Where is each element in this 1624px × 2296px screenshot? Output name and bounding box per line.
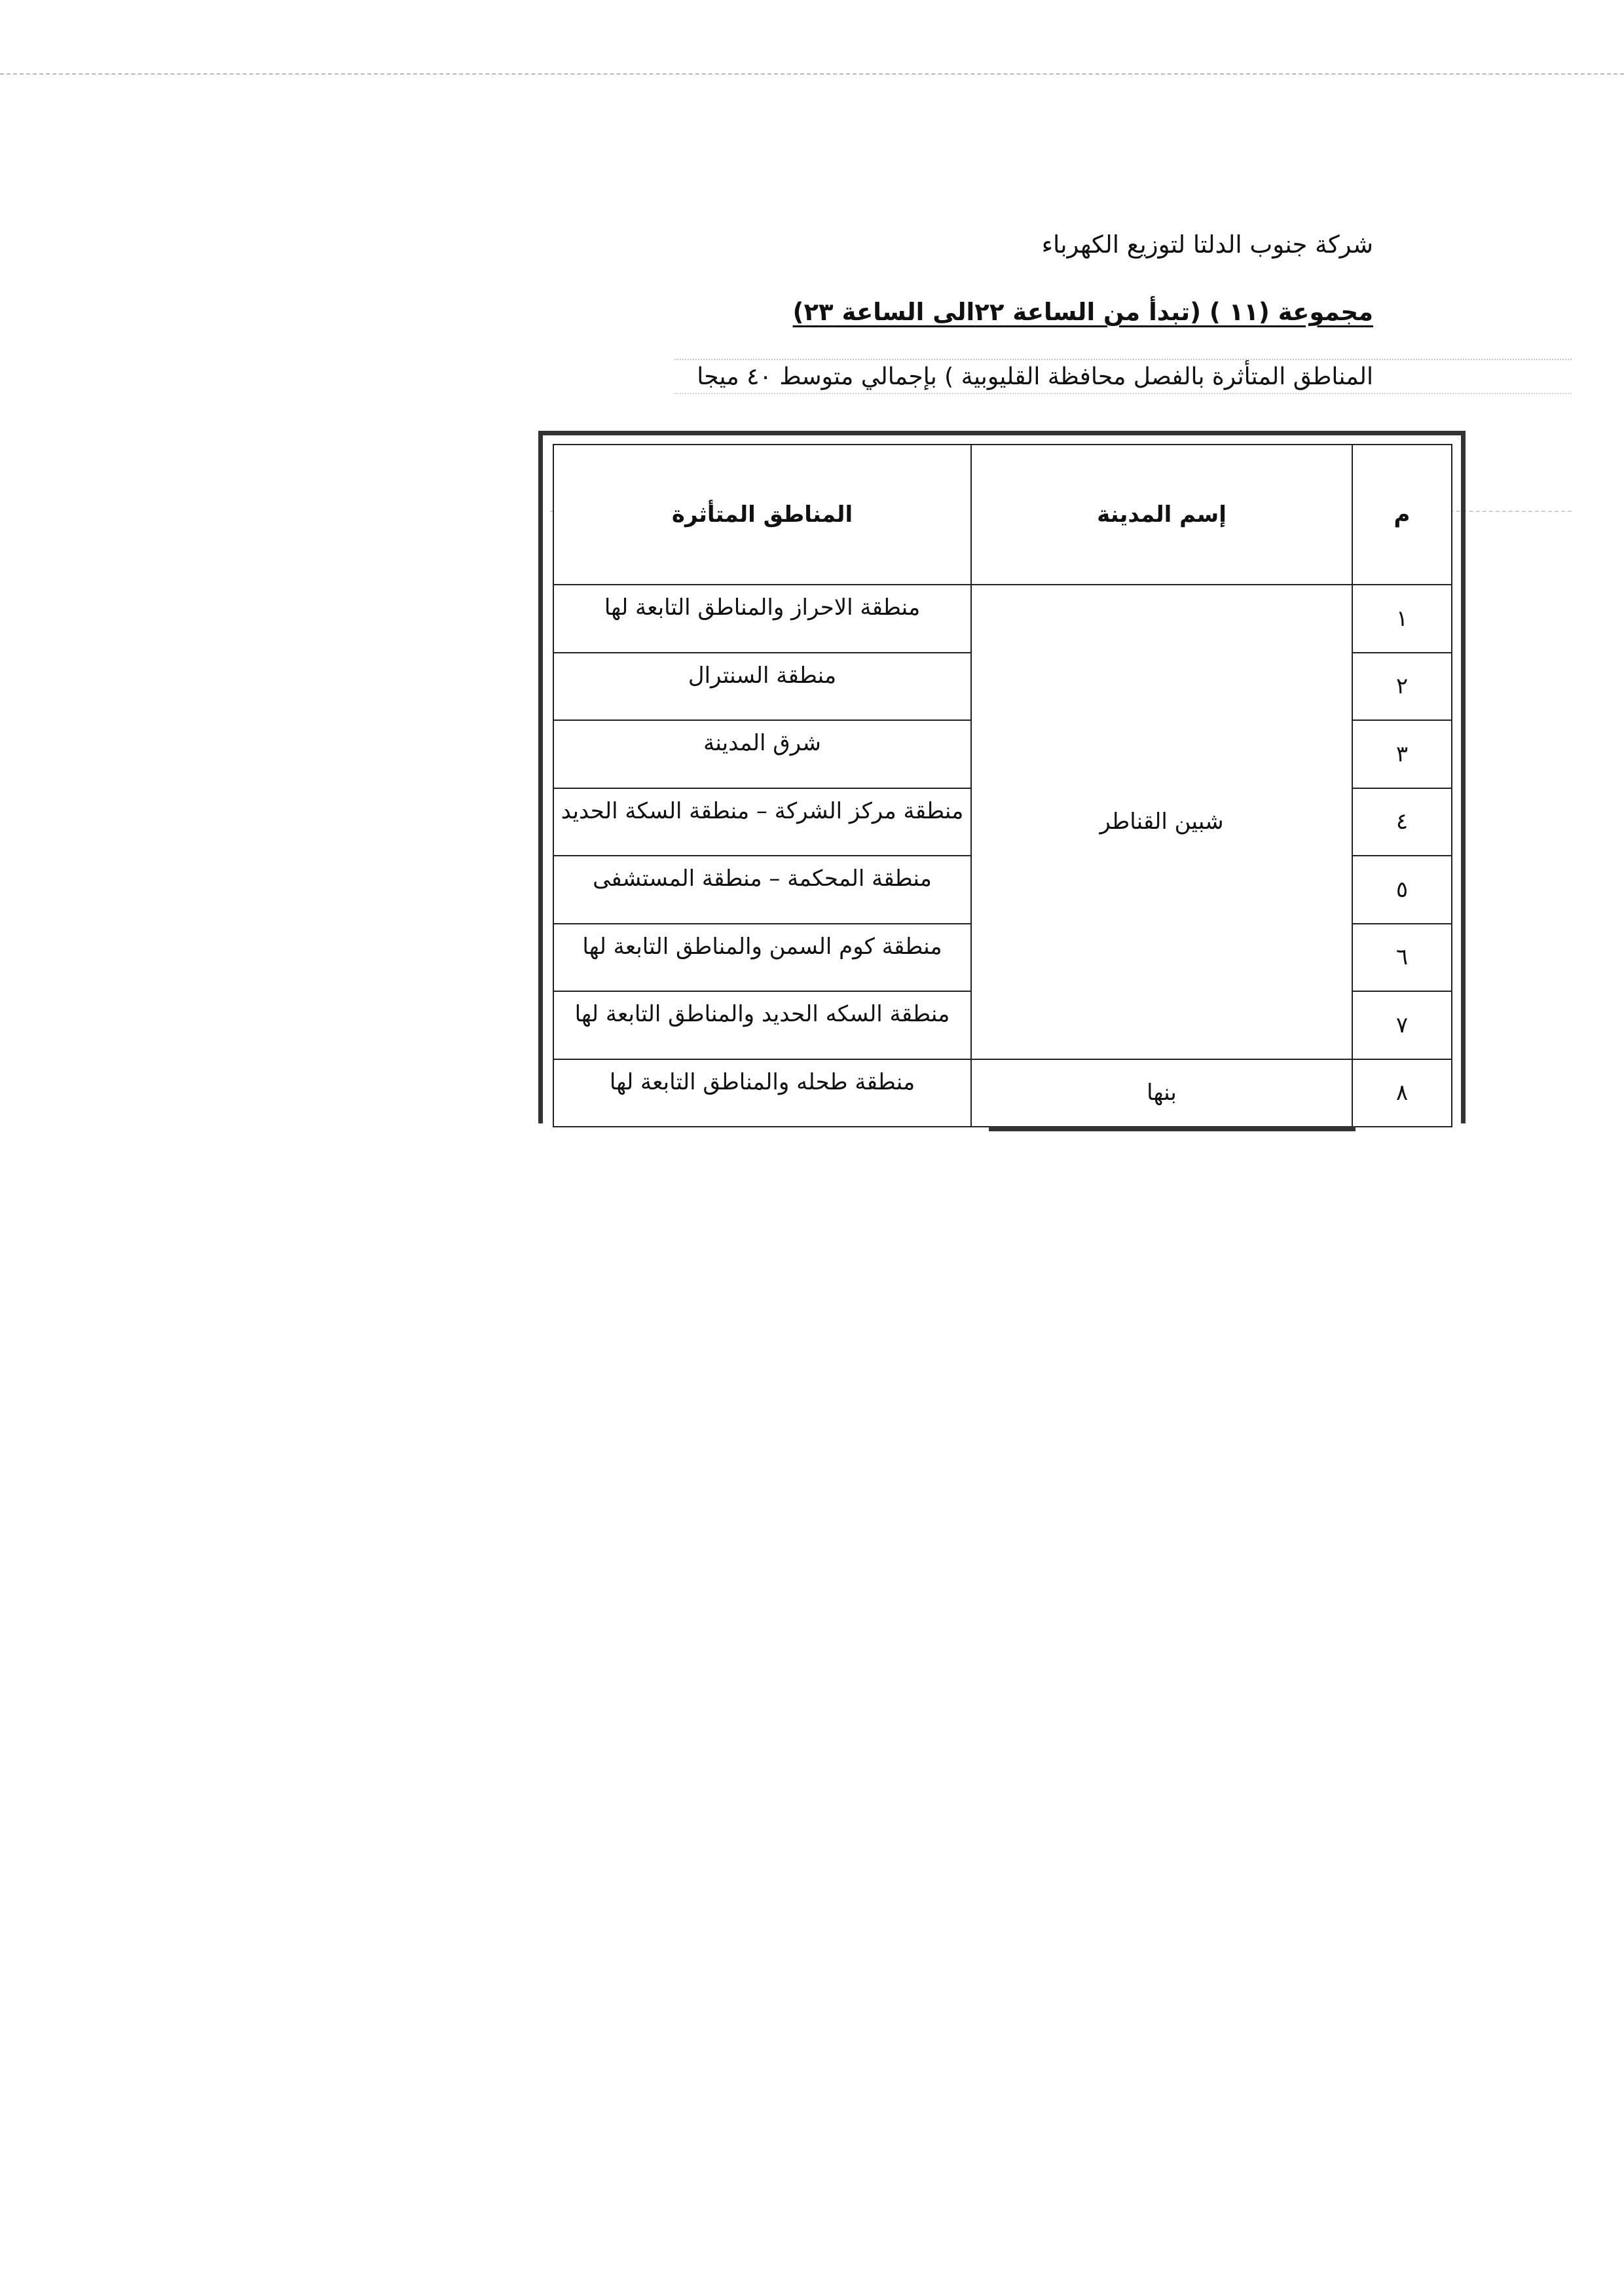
row-number: ٤: [1352, 788, 1452, 856]
column-header-city: إسم المدينة: [971, 445, 1352, 585]
city-cell: شبين القناطر: [971, 585, 1352, 1059]
column-header-number: م: [1352, 445, 1452, 585]
column-header-areas: المناطق المتأثرة: [553, 445, 971, 585]
city-cell: بنها: [971, 1059, 1352, 1127]
area-cell: منطقة كوم السمن والمناطق التابعة لها: [553, 924, 971, 992]
area-cell: منطقة السنترال: [553, 653, 971, 721]
area-cell: منطقة السكه الحديد والمناطق التابعة لها: [553, 991, 971, 1059]
area-cell: شرق المدينة: [553, 720, 971, 788]
affected-areas-subtitle: المناطق المتأثرة بالفصل محافظة القليوبية ) بإجمالي متوسط ٤٠ ميجا: [697, 363, 1373, 390]
row-number: ٥: [1352, 856, 1452, 924]
row-number: ١: [1352, 585, 1452, 653]
group-title: مجموعة (١١ ) (تبدأ من الساعة ٢٢الى الساعة ٢٣): [792, 298, 1373, 326]
table-header-row: [553, 445, 1452, 585]
affected-areas-table: [553, 444, 1452, 1127]
table-bottom-bar: [989, 1126, 1356, 1131]
scan-artifact-line: [674, 393, 1572, 394]
row-number: ٢: [1352, 653, 1452, 721]
area-cell: منطقة مركز الشركة – منطقة السكة الحديد: [553, 788, 971, 856]
row-number: ٨: [1352, 1059, 1452, 1127]
scan-artifact-line: [0, 73, 1624, 75]
table-row: [553, 585, 1452, 653]
row-number: ٧: [1352, 991, 1452, 1059]
company-name: شركة جنوب الدلتا لتوزيع الكهرباء: [1041, 230, 1373, 259]
area-cell: منطقة الاحراز والمناطق التابعة لها: [553, 585, 971, 653]
area-cell: منطقة طحله والمناطق التابعة لها: [553, 1059, 971, 1127]
table-row: [553, 1059, 1452, 1127]
row-number: ٦: [1352, 924, 1452, 992]
row-number: ٣: [1352, 720, 1452, 788]
scan-artifact-line: [674, 359, 1572, 360]
area-cell: منطقة المحكمة – منطقة المستشفى: [553, 856, 971, 924]
